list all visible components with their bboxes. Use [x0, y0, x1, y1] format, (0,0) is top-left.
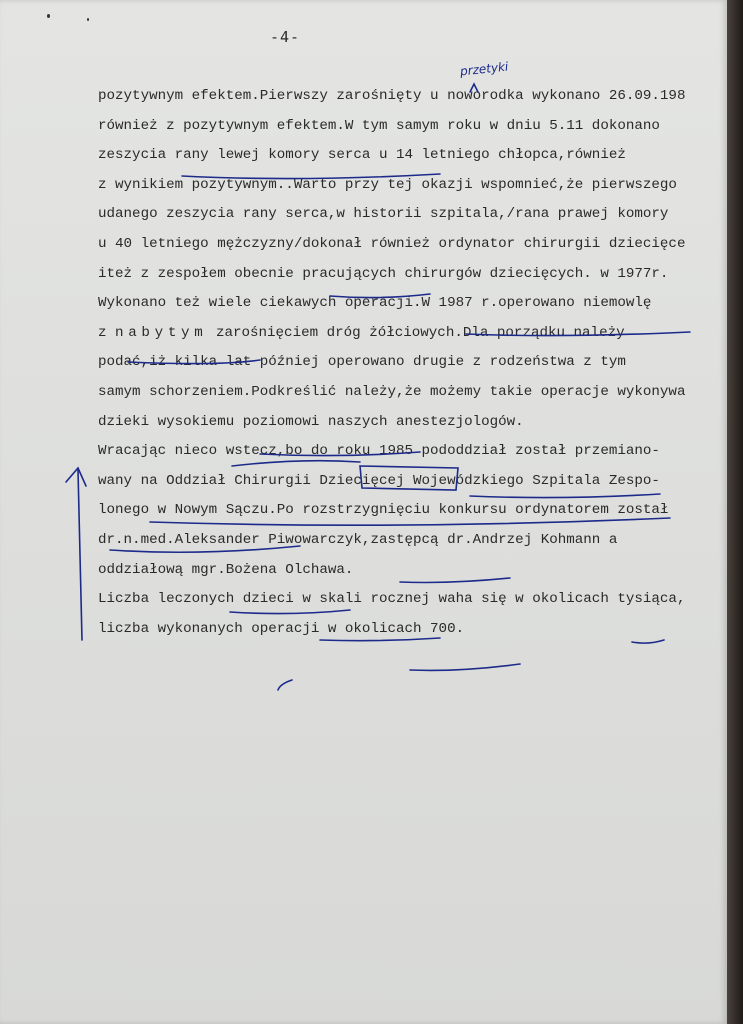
- text-line-9-suffix: zarośnięciem dróg żółciowych.Dla porządku należy: [207, 324, 625, 341]
- margin-arrow: [78, 470, 82, 640]
- text-line-10: podać,iż kilka lat później operowano drugie z rodzeństwa z tym: [98, 354, 626, 371]
- scan-edge: [727, 0, 743, 1024]
- text-line-17: oddziałową mgr.Bożena Olchawa.: [98, 561, 354, 578]
- text-line-2: również z pozytywnym efektem.W tym samym roku w dniu 5.11 dokonano: [98, 117, 660, 134]
- text-line-1: pozytywnym efektem.Pierwszy zarośnięty u noworodka wykonano 26.09.198: [98, 88, 686, 104]
- text-line-13: Wracając nieco wstecz,bo do roku 1985 pododdział został przemiano-: [98, 443, 660, 460]
- text-line-16: dr.n.med.Aleksander Piwowarczyk,zastępcą dr.Andrzej Kohmann a: [98, 531, 618, 548]
- margin-arrow-head: [66, 468, 86, 486]
- typed-text-body: [98, 82, 743, 644]
- text-line-14: wany na Oddział Chirurgii Dziecięcej Wojewódzkiego Szpitala Zespo-: [98, 472, 660, 489]
- paper-speck: [87, 18, 89, 21]
- underline-mark: [410, 664, 520, 670]
- paper-speck: [47, 14, 50, 18]
- text-line-9-prefix: z: [98, 324, 116, 341]
- text-line-6: u 40 letniego mężczyzny/dokonał również ordynator chirurgii dziecięce: [98, 235, 686, 252]
- text-line-18: Liczba leczonych dzieci w skali rocznej waha się w okolicach tysiąca,: [98, 591, 686, 608]
- text-line-15: lonego w Nowym Sączu.Po rozstrzygnięciu konkursu ordynatorem został: [98, 502, 669, 519]
- text-line-7: iteż z zespołem obecnie pracujących chirurgów dziecięcych. w 1977r.: [98, 265, 669, 282]
- text-line-11: samym schorzeniem.Podkreślić należy,że możemy takie operacje wykonywa: [98, 383, 686, 400]
- text-line-12: dzieki wysokiemu poziomowi naszych anestezjologów.: [98, 413, 524, 430]
- text-line-5: udanego zeszycia rany serca,w historii szpitala,/rana prawej komory: [98, 206, 669, 223]
- handwritten-annotation: przetyki: [459, 59, 509, 79]
- text-line-3: zeszycia rany lewej komory serca u 14 letniego chłopca,również: [98, 147, 626, 164]
- text-line-19: liczba wykonanych operacji w okolicach 700.: [98, 620, 465, 637]
- page-number: -4-: [270, 28, 301, 46]
- text-line-9-spaced-word: nabytym: [115, 324, 208, 341]
- hook-mark: [278, 680, 292, 690]
- text-line-9: [98, 319, 743, 349]
- text-line-4: z wynikiem pozytywnym..Warto przy tej okazji wspomnieć,że pierwszego: [98, 176, 677, 193]
- text-line-8: Wykonano też wiele ciekawych operacji.W 1987 r.operowano niemowlę: [98, 295, 652, 312]
